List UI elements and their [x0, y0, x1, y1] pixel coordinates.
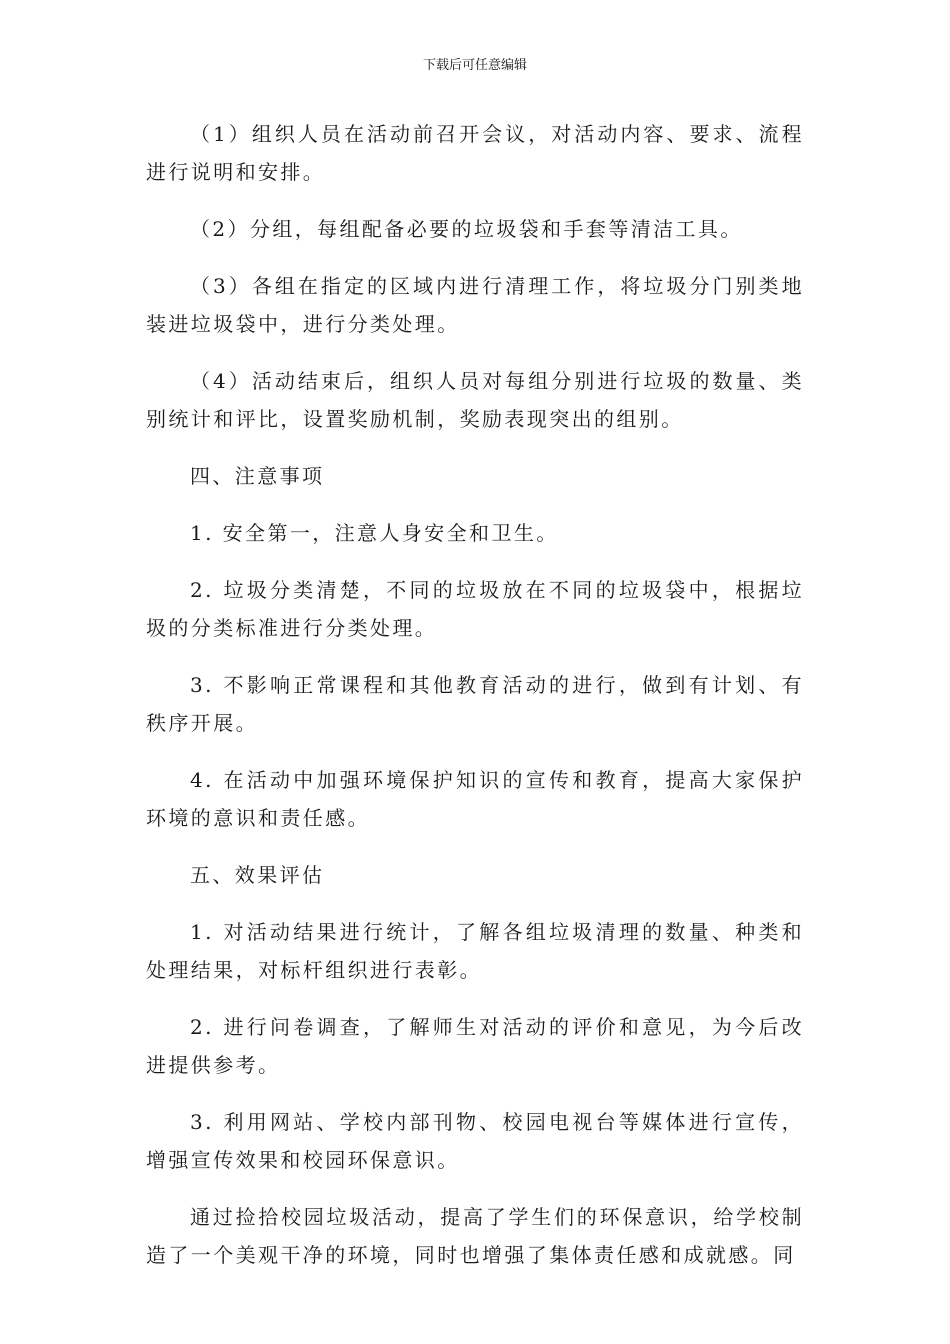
evaluation-1-paragraph: 1. 对活动结果进行统计，了解各组垃圾清理的数量、种类和处理结果，对标杆组织进行表彰。 [146, 920, 804, 982]
step-3-paragraph: （3）各组在指定的区域内进行清理工作，将垃圾分门别类地装进垃圾袋中，进行分类处理。 [146, 274, 804, 336]
evaluation-3-paragraph: 3. 利用网站、学校内部刊物、校园电视台等媒体进行宣传，增强宣传效果和校园环保意识。 [146, 1110, 804, 1172]
step-1-paragraph: （1）组织人员在活动前召开会议，对活动内容、要求、流程进行说明和安排。 [146, 122, 804, 184]
conclusion-paragraph: 通过捡拾校园垃圾活动，提高了学生们的环保意识，给学校制造了一个美观干净的环境，同时也增强了集体责任感和成就感。同 [146, 1205, 804, 1267]
precaution-4-paragraph: 4. 在活动中加强环境保护知识的宣传和教育，提高大家保护环境的意识和责任感。 [146, 768, 804, 830]
document-body [146, 115, 804, 1293]
precaution-1-paragraph: 1. 安全第一，注意人身安全和卫生。 [190, 521, 559, 545]
section-heading-evaluation: 五、效果评估 [190, 863, 325, 887]
evaluation-2-paragraph: 2. 进行问卷调查，了解师生对活动的评价和意见，为今后改进提供参考。 [146, 1015, 804, 1077]
step-2-paragraph: （2）分组，每组配备必要的垃圾袋和手套等清洁工具。 [190, 217, 743, 241]
page-header: 下载后可任意编辑 [422, 58, 527, 73]
precaution-2-paragraph: 2. 垃圾分类清楚，不同的垃圾放在不同的垃圾袋中，根据垃圾的分类标准进行分类处理。 [146, 578, 804, 640]
precaution-3-paragraph: 3. 不影响正常课程和其他教育活动的进行，做到有计划、有秩序开展。 [146, 673, 804, 735]
step-4-paragraph: （4）活动结束后，组织人员对每组分别进行垃圾的数量、类别统计和评比，设置奖励机制，奖励表现突出的组别。 [146, 369, 804, 431]
section-heading-precautions: 四、注意事项 [190, 464, 325, 488]
